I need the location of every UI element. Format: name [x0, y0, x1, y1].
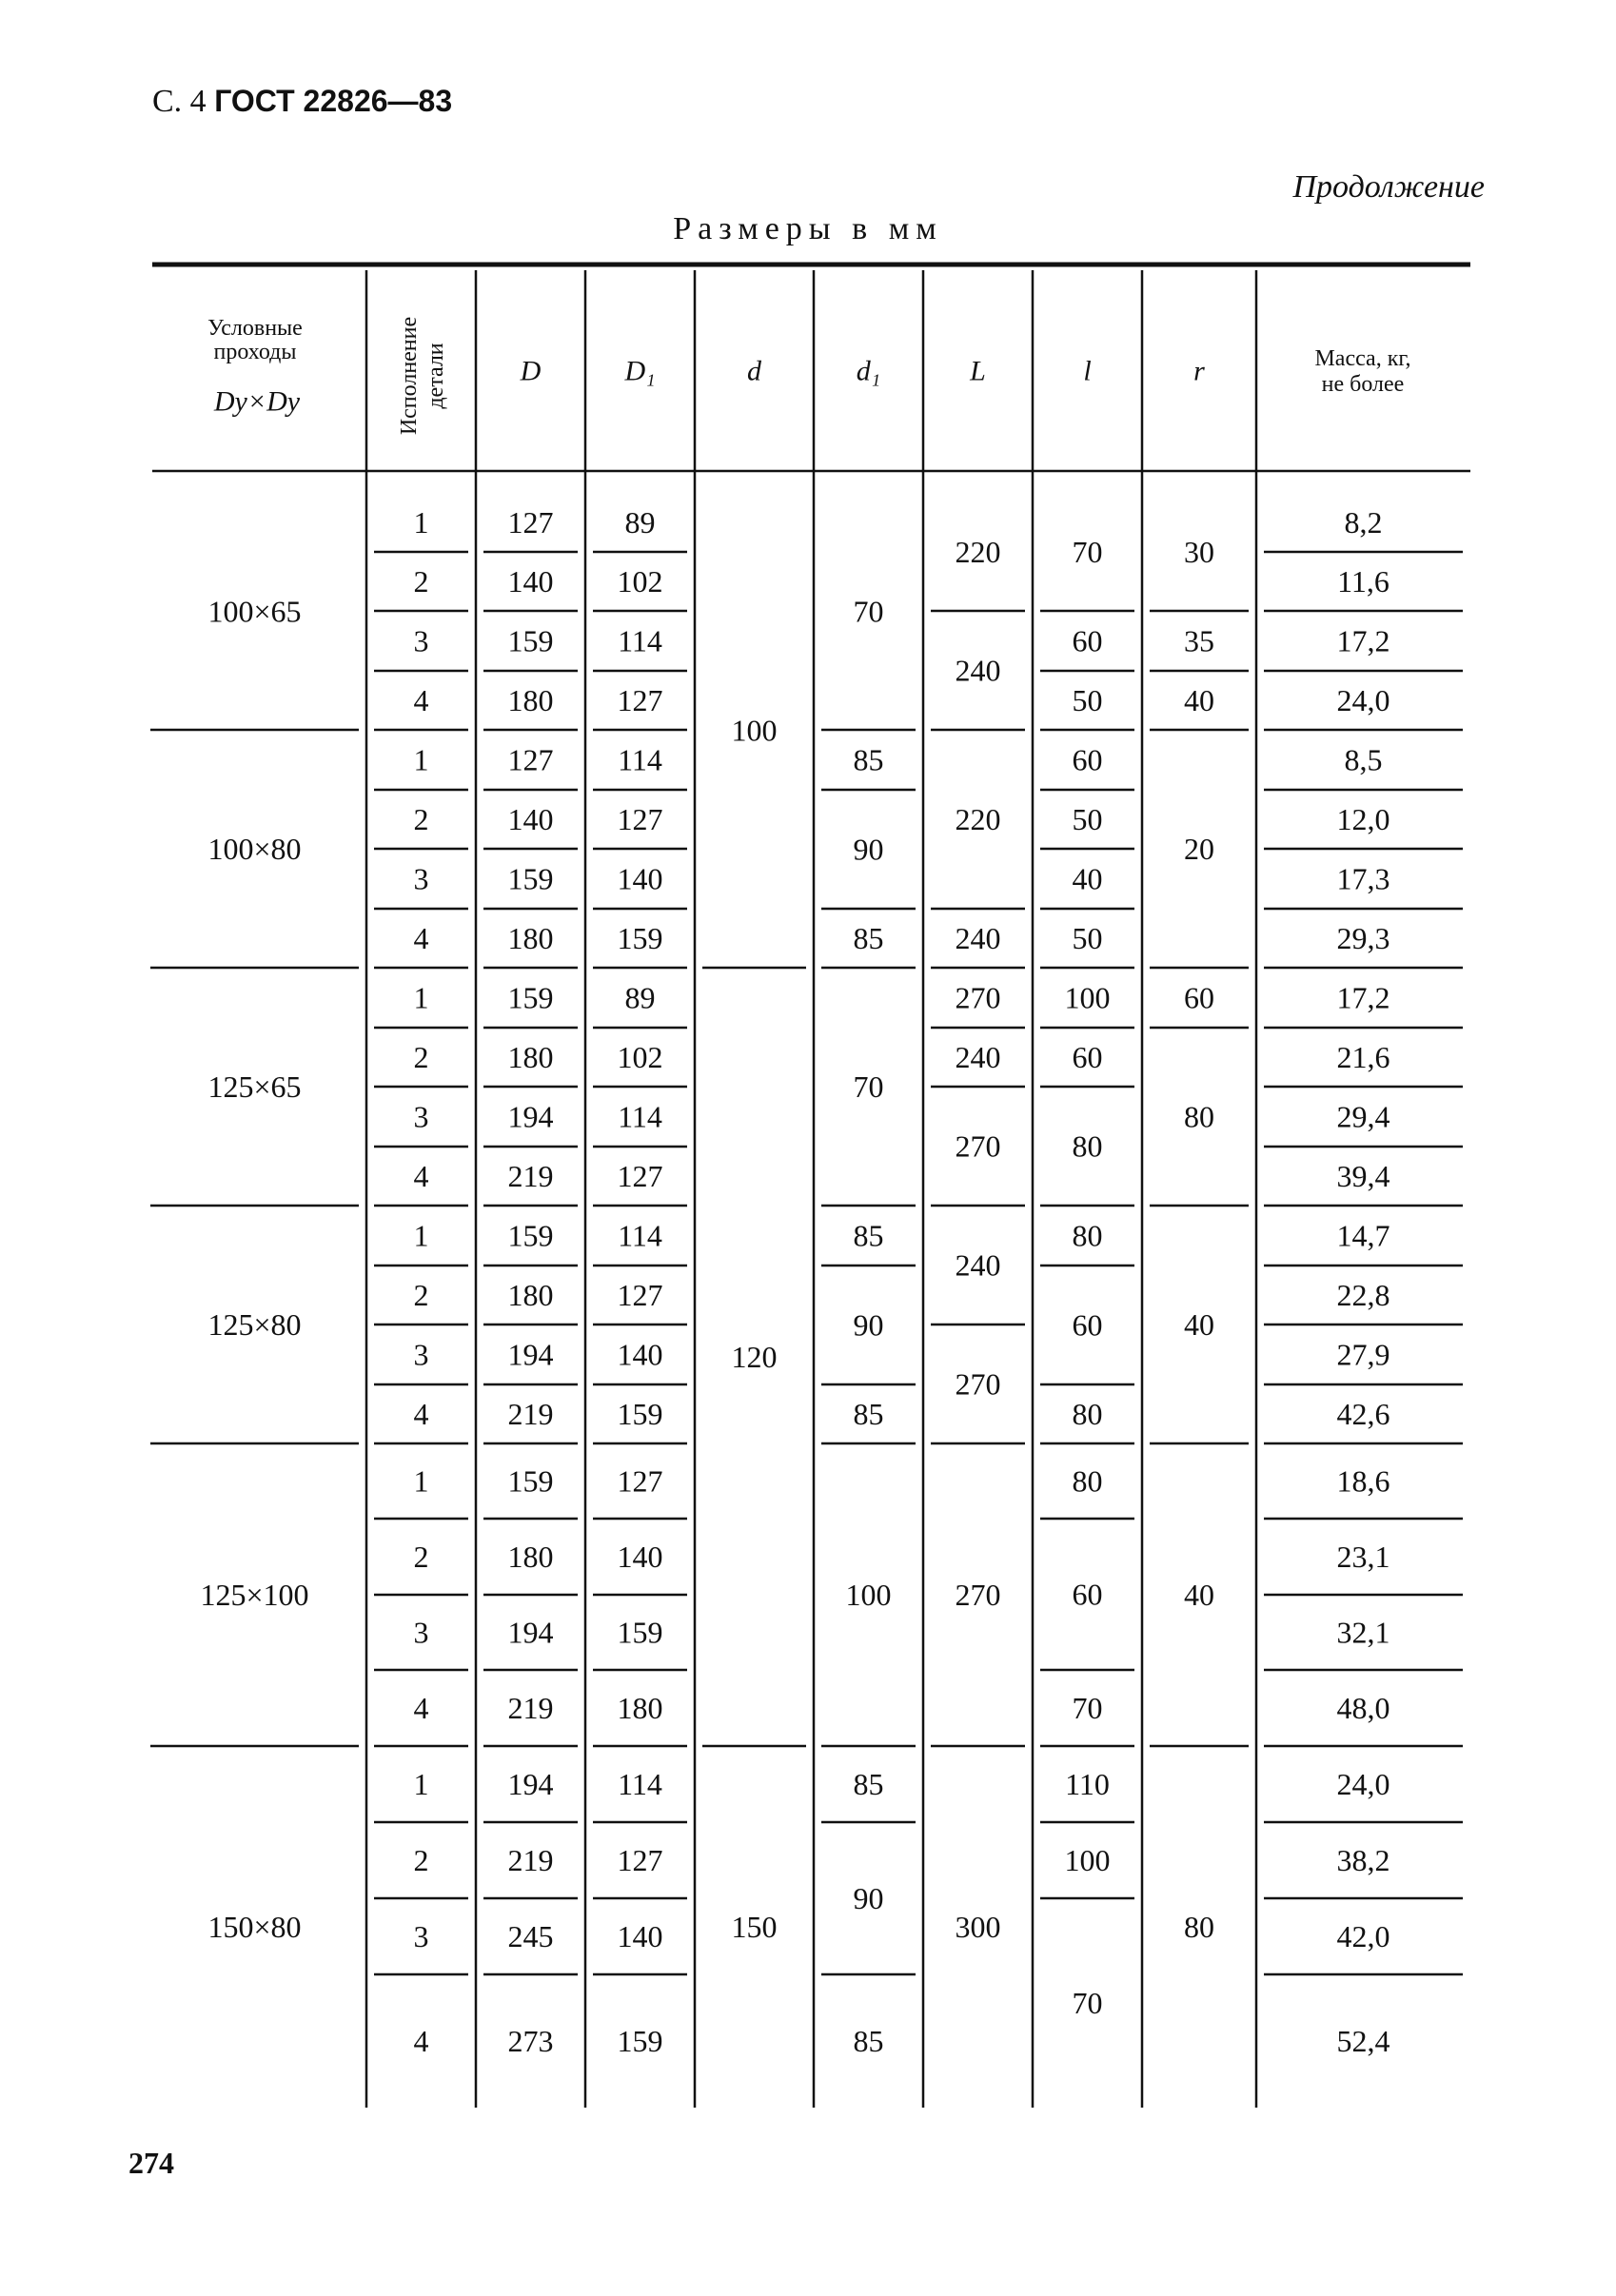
cell-l: 60 [1072, 623, 1103, 658]
cell-mass: 24,0 [1336, 683, 1390, 717]
cell-l: 100 [1064, 1843, 1111, 1877]
cell-variant: 4 [413, 1397, 429, 1431]
cell-D1: 127 [617, 802, 663, 836]
header-L: L [970, 355, 986, 387]
cell-mass: 42,6 [1336, 1397, 1390, 1431]
cell-r: 30 [1184, 535, 1214, 569]
cell-l: 50 [1072, 921, 1103, 955]
cell-D1: 127 [617, 1463, 663, 1499]
header-D1: D₁ [624, 355, 656, 387]
cell-r: 40 [1184, 1578, 1214, 1612]
cell-D1: 140 [617, 1540, 663, 1574]
cell-r: 60 [1184, 980, 1214, 1015]
cell-D1: 114 [618, 1767, 662, 1801]
cell-D1: 140 [617, 1919, 663, 1953]
cell-mass: 29,4 [1336, 1099, 1390, 1134]
cell-l: 80 [1072, 1218, 1103, 1253]
cell-D: 127 [507, 742, 554, 777]
cell-D: 194 [507, 1615, 554, 1650]
cell-r: 80 [1184, 1910, 1214, 1944]
cell-mass: 14,7 [1336, 1218, 1390, 1253]
cell-variant: 1 [413, 1767, 429, 1801]
cell-l: 60 [1072, 1040, 1103, 1074]
cell-mass: 42,0 [1336, 1919, 1390, 1953]
cell-passages: 125×65 [207, 1070, 302, 1104]
header-passages-formula: Dу×Dу [213, 385, 301, 418]
cell-D1: 127 [617, 683, 663, 717]
continuation-label: Продолжение [1292, 169, 1485, 205]
cell-D: 180 [507, 683, 554, 717]
cell-mass: 27,9 [1336, 1337, 1390, 1372]
cell-r: 40 [1184, 1307, 1214, 1342]
cell-mass: 23,1 [1336, 1540, 1390, 1574]
cell-D1: 180 [617, 1691, 663, 1725]
cell-L: 240 [955, 921, 1001, 955]
cell-l: 80 [1072, 1128, 1103, 1164]
cell-variant: 3 [413, 861, 429, 896]
cell-d1: 85 [853, 2024, 884, 2058]
cell-D: 127 [507, 505, 554, 540]
cell-D1: 140 [617, 861, 663, 896]
page-label: С. 4 [152, 84, 207, 119]
cell-mass: 18,6 [1336, 1463, 1390, 1499]
header-variant: Исполнение [397, 316, 422, 436]
cell-d1: 90 [853, 832, 884, 867]
header-r: r [1193, 355, 1205, 387]
cell-D: 159 [507, 623, 554, 658]
cell-D1: 140 [617, 1337, 663, 1372]
cell-d1: 85 [853, 742, 884, 777]
header-mass: Масса, кг, [1314, 346, 1411, 371]
cell-variant: 2 [413, 1278, 429, 1312]
standard-title: ГОСТ 22826—83 [214, 84, 453, 118]
cell-variant: 1 [413, 980, 429, 1015]
cell-variant: 1 [413, 1463, 429, 1499]
cell-D1: 159 [617, 1397, 663, 1431]
cell-variant: 4 [413, 683, 429, 717]
cell-mass: 17,2 [1336, 623, 1390, 658]
cell-variant: 3 [413, 1099, 429, 1134]
cell-D: 194 [507, 1337, 554, 1372]
cell-variant: 3 [413, 1337, 429, 1372]
cell-variant: 2 [413, 802, 429, 836]
cell-mass: 12,0 [1336, 802, 1390, 836]
cell-L: 220 [955, 535, 1001, 569]
cell-l: 50 [1072, 683, 1103, 717]
cell-D: 180 [507, 1278, 554, 1312]
cell-l: 50 [1072, 802, 1103, 836]
cell-D: 140 [507, 564, 554, 599]
cell-D: 180 [507, 1040, 554, 1074]
cell-passages: 150×80 [207, 1910, 302, 1944]
cell-D1: 114 [618, 742, 662, 777]
cell-L: 240 [955, 653, 1001, 688]
cell-D: 219 [507, 1691, 554, 1725]
cell-d1: 90 [853, 1881, 884, 1915]
page-number: 274 [128, 2146, 174, 2180]
cell-l: 60 [1072, 1307, 1103, 1343]
cell-l: 80 [1072, 1397, 1103, 1431]
cell-D1: 127 [617, 1278, 663, 1312]
cell-D1: 102 [617, 1040, 663, 1074]
cell-l: 40 [1072, 861, 1103, 896]
cell-d1: 85 [853, 1397, 884, 1431]
cell-mass: 17,2 [1336, 980, 1390, 1015]
cell-D1: 114 [618, 1218, 662, 1253]
cell-mass: 8,5 [1344, 742, 1383, 777]
cell-passages: 100×65 [207, 594, 302, 629]
units-caption: Размеры в мм [673, 211, 943, 246]
cell-L: 300 [955, 1910, 1001, 1944]
cell-mass: 38,2 [1336, 1843, 1390, 1877]
cell-d1: 70 [853, 1070, 884, 1104]
cell-l: 100 [1064, 980, 1111, 1015]
cell-D1: 89 [624, 980, 656, 1015]
cell-L: 270 [955, 1128, 1001, 1164]
cell-variant: 4 [413, 1691, 429, 1725]
header-passages: Условные [207, 316, 303, 341]
cell-D1: 102 [617, 564, 663, 599]
cell-D1: 159 [617, 2024, 663, 2058]
header-mass: не более [1321, 372, 1405, 397]
cell-variant: 3 [413, 1919, 429, 1953]
cell-L: 240 [955, 1247, 1001, 1283]
cell-D: 140 [507, 802, 554, 836]
cell-d1: 85 [853, 1218, 884, 1253]
cell-variant: 3 [413, 1615, 429, 1650]
cell-L: 270 [955, 1578, 1001, 1612]
cell-D: 273 [507, 2024, 554, 2058]
cell-l: 60 [1072, 1577, 1103, 1612]
cell-L: 240 [955, 1040, 1001, 1074]
cell-passages: 100×80 [207, 832, 302, 866]
cell-mass: 48,0 [1336, 1691, 1390, 1725]
header-l: l [1083, 355, 1092, 387]
cell-D: 159 [507, 1218, 554, 1253]
cell-variant: 1 [413, 505, 429, 540]
cell-passages: 125×100 [200, 1578, 309, 1612]
cell-mass: 39,4 [1336, 1159, 1390, 1193]
cell-D1: 127 [617, 1843, 663, 1877]
cell-D: 159 [507, 980, 554, 1015]
cell-variant: 2 [413, 1843, 429, 1877]
header-passages: проходы [213, 340, 297, 364]
cell-D: 194 [507, 1767, 554, 1801]
cell-d1: 85 [853, 1767, 884, 1801]
cell-D1: 89 [624, 505, 656, 540]
cell-mass: 24,0 [1336, 1767, 1390, 1801]
cell-D: 159 [507, 1463, 554, 1499]
cell-mass: 52,4 [1336, 2024, 1390, 2058]
cell-L: 220 [955, 802, 1001, 836]
cell-mass: 21,6 [1336, 1040, 1390, 1074]
cell-variant: 4 [413, 921, 429, 955]
cell-d: 150 [731, 1910, 778, 1944]
cell-passages: 125×80 [207, 1307, 302, 1342]
cell-r: 40 [1184, 683, 1214, 717]
cell-D1: 159 [617, 1615, 663, 1650]
cell-mass: 17,3 [1336, 861, 1390, 896]
cell-variant: 2 [413, 1040, 429, 1074]
cell-mass: 29,3 [1336, 921, 1390, 955]
cell-D: 219 [507, 1159, 554, 1193]
cell-D: 219 [507, 1843, 554, 1877]
cell-L: 270 [955, 1366, 1001, 1402]
cell-mass: 32,1 [1336, 1615, 1390, 1650]
header-d: d [747, 355, 761, 387]
cell-D: 180 [507, 1540, 554, 1574]
cell-variant: 4 [413, 2024, 429, 2058]
cell-L: 270 [955, 980, 1001, 1015]
cell-d: 100 [731, 713, 778, 748]
cell-l: 70 [1072, 1986, 1103, 2020]
cell-D: 245 [507, 1919, 554, 1953]
cell-D: 180 [507, 921, 554, 955]
header-D: D [520, 355, 542, 387]
cell-D1: 114 [618, 623, 662, 658]
cell-D1: 127 [617, 1159, 663, 1193]
cell-r: 35 [1184, 623, 1214, 658]
cell-r: 80 [1184, 1099, 1214, 1134]
cell-variant: 4 [413, 1159, 429, 1193]
cell-mass: 11,6 [1337, 564, 1389, 599]
cell-d1: 100 [845, 1578, 892, 1612]
cell-d1: 90 [853, 1307, 884, 1343]
cell-variant: 1 [413, 1218, 429, 1253]
header-variant: детали [424, 343, 448, 409]
cell-l: 70 [1072, 1691, 1103, 1725]
cell-variant: 2 [413, 564, 429, 599]
cell-d1: 85 [853, 921, 884, 955]
cell-D: 159 [507, 861, 554, 896]
cell-d: 120 [731, 1340, 778, 1374]
cell-variant: 1 [413, 742, 429, 777]
cell-l: 60 [1072, 742, 1103, 777]
cell-D: 194 [507, 1099, 554, 1134]
header-d1: d₁ [856, 355, 881, 387]
cell-d1: 70 [853, 594, 884, 629]
cell-mass: 8,2 [1344, 505, 1383, 540]
cell-r: 20 [1184, 832, 1214, 866]
cell-l: 70 [1072, 535, 1103, 569]
cell-D1: 159 [617, 921, 663, 955]
cell-l: 110 [1065, 1767, 1110, 1801]
cell-D: 219 [507, 1397, 554, 1431]
cell-variant: 2 [413, 1540, 429, 1574]
cell-mass: 22,8 [1336, 1278, 1390, 1312]
cell-l: 80 [1072, 1463, 1103, 1499]
cell-variant: 3 [413, 623, 429, 658]
cell-D1: 114 [618, 1099, 662, 1134]
